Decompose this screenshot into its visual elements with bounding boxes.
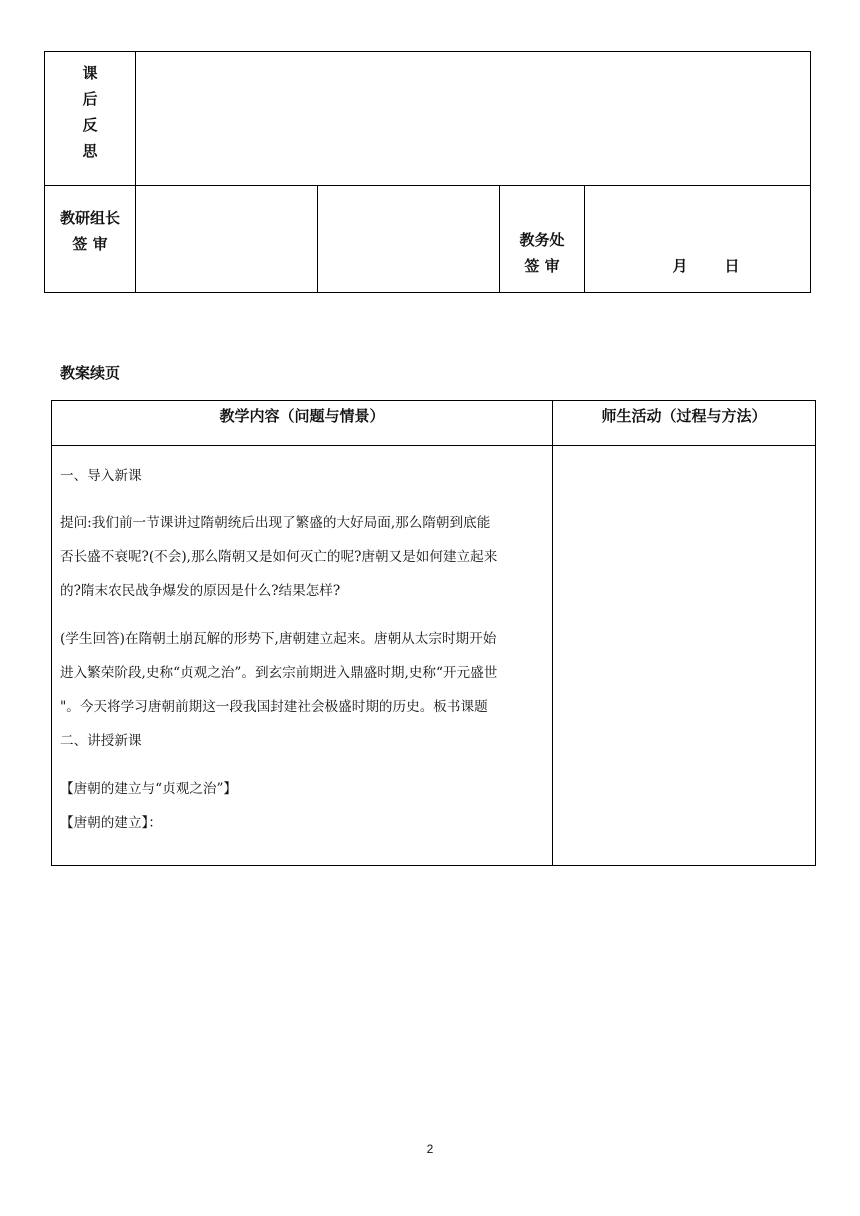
body-line: "。今天将学习唐朝前期这一段我国封建社会极盛时期的历史。板书课题 <box>60 699 488 715</box>
month-label: 月 <box>672 257 688 275</box>
office-label-line2: 签 审 <box>524 257 560 275</box>
section-heading-new-lesson: 二、讲授新课 <box>60 733 142 749</box>
page-number: 2 <box>426 1142 434 1156</box>
reflection-char: 课 <box>82 64 98 82</box>
leader-signoff-label <box>45 205 135 257</box>
body-line: 进入繁荣阶段,史称“贞观之治”。到玄宗前期进入鼎盛时期,史称“开元盛世 <box>60 665 498 681</box>
day-label: 日 <box>724 257 740 275</box>
reflection-label <box>45 60 135 164</box>
leader-label-line1: 教研组长 <box>59 209 120 227</box>
body-line: 否长盛不衰呢?(不会),那么隋朝又是如何灭亡的呢?唐朝又是如何建立起来 <box>60 549 498 565</box>
continuation-heading: 教案续页 <box>60 364 121 382</box>
body-line: (学生回答)在隋朝土崩瓦解的形势下,唐朝建立起来。唐朝从太宗时期开始 <box>60 631 497 647</box>
topic-heading: 【唐朝的建立与“贞观之治”】 <box>60 781 238 797</box>
reflection-char: 反 <box>82 116 98 134</box>
leader-label-line2: 签 审 <box>72 235 108 253</box>
reflection-char: 后 <box>82 90 98 108</box>
office-label-line1: 教务处 <box>519 231 565 249</box>
body-line: 提问:我们前一节课讲过隋朝统后出现了繁盛的大好局面,那么隋朝到底能 <box>60 515 491 531</box>
body-line: 的?隋末农民战争爆发的原因是什么?结果怎样? <box>60 583 341 599</box>
section-heading-intro: 一、导入新课 <box>60 468 142 484</box>
content-column-header: 教学内容（问题与情景） <box>219 407 385 425</box>
subtopic-heading: 【唐朝的建立】： <box>60 815 162 831</box>
activity-column-header: 师生活动（过程与方法） <box>601 407 767 425</box>
reflection-char: 思 <box>82 142 98 160</box>
office-signoff-label <box>500 227 584 279</box>
